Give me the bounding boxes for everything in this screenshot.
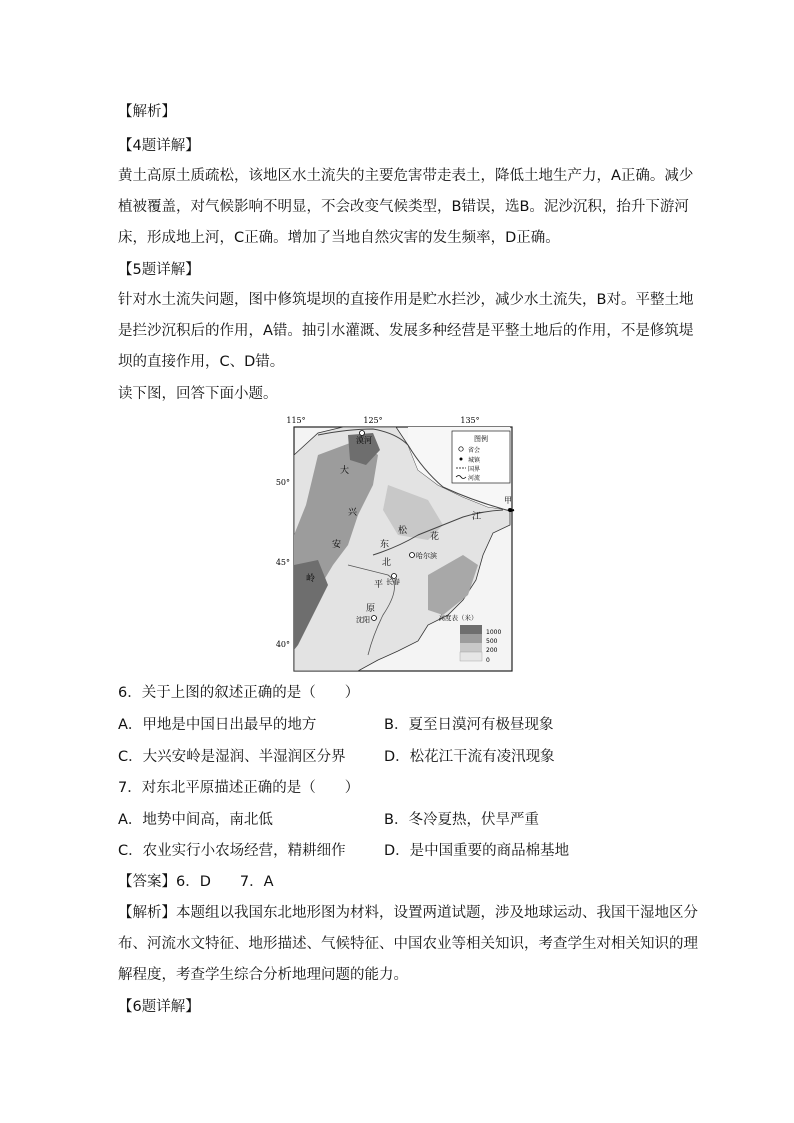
legend-item: 省会 xyxy=(468,447,481,454)
plain-char: 北 xyxy=(382,558,392,568)
haerbin-label: 哈尔滨 xyxy=(416,552,437,560)
lon-label: 125° xyxy=(363,416,383,425)
elevation-title: 高度表（米） xyxy=(438,614,478,622)
legend-item: 国界 xyxy=(468,466,481,473)
lon-label: 135° xyxy=(460,416,480,425)
q7-option-c: C．农业实行小农场经营，精耕细作 xyxy=(118,843,346,859)
legend-item: 城镇 xyxy=(468,457,481,464)
lat-label: 45° xyxy=(275,558,290,567)
map-instruction: 读下图，回答下面小题。 xyxy=(118,386,278,402)
plain-char: 原 xyxy=(366,604,376,614)
analysis-heading: 【解析】 xyxy=(118,104,176,120)
shenyang-marker xyxy=(372,616,377,621)
paragraph-line: 针对水土流失问题，图中修筑堤坝的直接作用是贮水拦沙，减少水土流失，B对。平整土地 xyxy=(118,292,694,308)
elevation-level: 500 xyxy=(486,638,498,645)
elevation-level: 200 xyxy=(486,647,498,654)
elevation-swatch xyxy=(460,625,482,634)
changchun-label: 长春 xyxy=(386,578,400,586)
plain-char: 平 xyxy=(374,580,384,590)
river-char: 江 xyxy=(472,512,482,522)
elevation-swatch xyxy=(460,652,482,661)
q4-detail-heading: 【4题详解】 xyxy=(118,138,200,154)
paragraph-line: 坝的直接作用，C、D错。 xyxy=(118,354,285,370)
paragraph-line: 是拦沙沉积后的作用，A错。抽引水灌溉、发展多种经营是平整土地后的作用，不是修筑堤 xyxy=(118,323,694,339)
analysis-line: 解程度，考查学生综合分析地理问题的能力。 xyxy=(118,967,408,983)
elevation-swatch xyxy=(460,634,482,643)
q7-option-b: B．冬冷夏热，伏旱严重 xyxy=(384,812,539,828)
q6-option-a: A．甲地是中国日出最早的地方 xyxy=(118,717,317,733)
q7-option-d: D．是中国重要的商品棉基地 xyxy=(384,843,570,859)
elevation-level: 0 xyxy=(486,657,490,664)
q7-stem: 7．对东北平原描述正确的是（ ） xyxy=(118,780,360,796)
river-char: 花 xyxy=(430,532,440,542)
mohe-marker xyxy=(360,431,365,436)
lat-label: 40° xyxy=(275,640,290,649)
legend-item: 河流 xyxy=(468,475,481,482)
lat-label: 50° xyxy=(275,478,290,487)
q7-option-a: A．地势中间高，南北低 xyxy=(118,812,273,828)
legend-title: 图例 xyxy=(474,435,488,443)
plain-char: 东 xyxy=(380,540,390,550)
haerbin-marker xyxy=(410,553,415,558)
range-char: 大 xyxy=(340,466,350,476)
range-char: 兴 xyxy=(348,508,358,518)
paragraph-line: 床，形成地上河，C正确。增加了当地自然灾害的发生频率，D正确。 xyxy=(118,230,560,246)
jia-label: 甲 xyxy=(504,496,512,505)
river-char: 松 xyxy=(398,526,408,536)
jia-marker xyxy=(508,508,512,512)
shenyang-label: 沈阳 xyxy=(356,616,370,624)
legend-town-icon xyxy=(460,458,463,461)
northeast-china-topographic-map xyxy=(275,415,518,673)
paragraph-line: 植被覆盖，对气候影响不明显，不会改变气候类型，B错误，选B。泥沙沉积，抬升下游河 xyxy=(118,199,689,215)
range-char: 安 xyxy=(332,540,342,550)
q6-detail-heading: 【6题详解】 xyxy=(118,999,200,1015)
legend-provincial-capital-icon xyxy=(459,447,463,451)
q6-option-b: B．夏至日漠河有极昼现象 xyxy=(384,717,554,733)
elevation-level: 1000 xyxy=(486,629,502,636)
q6-option-d: D．松花江干流有凌汛现象 xyxy=(384,749,555,765)
q6-stem: 6．关于上图的叙述正确的是（ ） xyxy=(118,685,360,701)
lon-label: 115° xyxy=(286,416,306,425)
q5-detail-heading: 【5题详解】 xyxy=(118,262,200,278)
answer-line: 【答案】6．D 7．A xyxy=(118,874,274,890)
analysis-line: 【解析】本题组以我国东北地形图为材料，设置两道试题，涉及地球运动、我国干湿地区分 xyxy=(118,905,698,921)
elevation-swatch xyxy=(460,643,482,652)
mohe-label: 漠河 xyxy=(356,436,372,445)
analysis-line: 布、河流水文特征、地形描述、气候特征、中国农业等相关知识，考查学生对相关知识的理 xyxy=(118,936,698,952)
q6-option-c: C．大兴安岭是湿润、半湿润区分界 xyxy=(118,749,346,765)
paragraph-line: 黄土高原土质疏松，该地区水土流失的主要危害带走表土，降低土地生产力，A正确。减少 xyxy=(118,168,694,184)
range-char: 岭 xyxy=(306,574,316,584)
